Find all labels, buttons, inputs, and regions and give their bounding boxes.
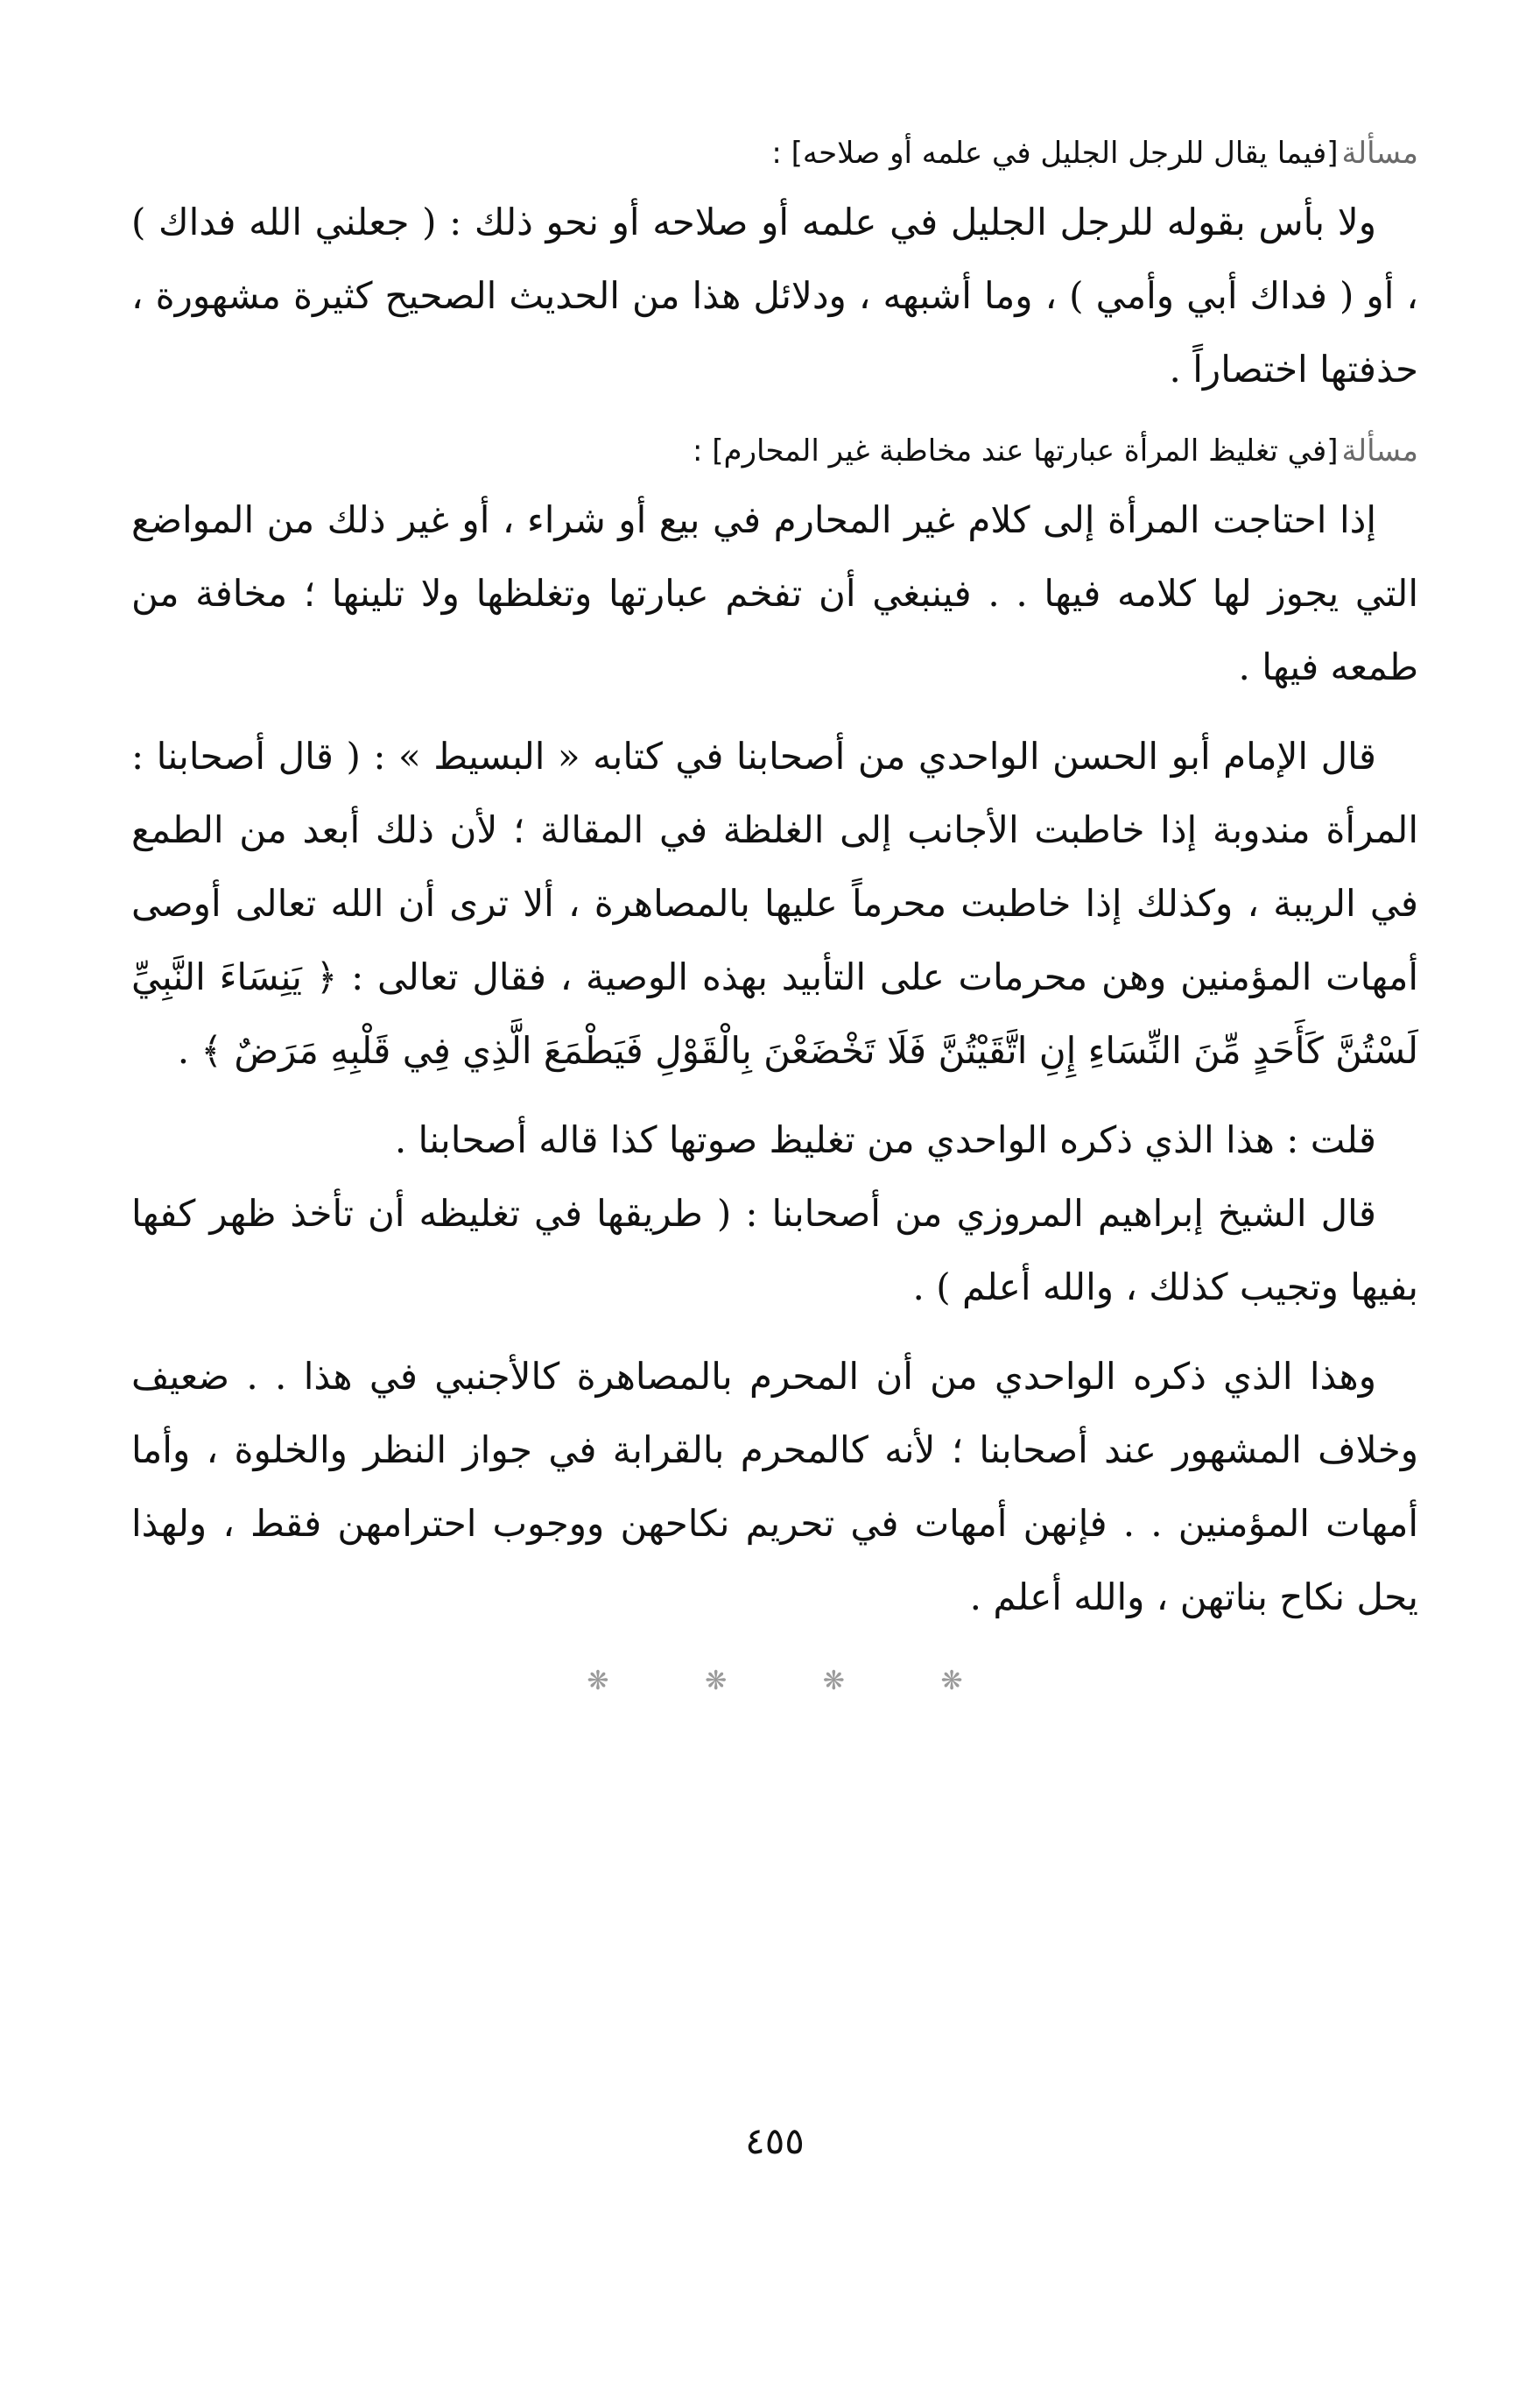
paragraph-author-note: قلت : هذا الذي ذكره الواحدي من تغليظ صوتها كذا قاله أصحابنا .	[394, 1118, 1376, 1161]
paragraph: ولا بأس بقوله للرجل الجليل في علمه أو صلاحه أو نحو ذلك : ( جعلني الله فداك ) ، أو ( فداك أبي وأمي ) ، وما أشبهه ، ودلائل هذا من الحديث الصحيح كثيرة مشهورة ، حذفتها اختصاراً .	[131, 201, 1418, 391]
page-number: ٤٥٥	[745, 2119, 805, 2162]
paragraph-quote-wahidi: قال الإمام أبو الحسن الواحدي من أصحابنا في كتابه « البسيط » : ( قال أصحابنا : المرأة مندوبة إذا خاطبت الأجانب إلى الغلظة في المقالة ؛ لأن ذلك أبعد من الطمع في الريبة ، وكذلك إذا خاطبت محرماً عليها بالمصاهرة ، ألا ترى أن الله تعالى أوصى أمهات المؤمنين وهن محرمات على التأبيد بهذه الوصية ، فقال تعالى : ﴿ يَنِسَاءَ النَّبِيِّ لَسْتُنَّ كَأَحَدٍ مِّنَ النِّسَاءِ إِنِ اتَّقَيْتُنَّ فَلَا تَخْضَعْنَ بِالْقَوْلِ فَيَطْمَعَ الَّذِي فِي قَلْبِهِ مَرَضٌ ﴾ .	[131, 735, 1418, 1072]
paragraph-conclusion: وهذا الذي ذكره الواحدي من أن المحرم بالمصاهرة كالأجنبي في هذا . . ضعيف وخلاف المشهور عند أصحابنا ؛ لأنه كالمحرم بالقرابة في جواز النظر والخلوة ، وأما أمهات المؤمنين . . فإنهن أمهات في تحريم نكاحهن ووجوب احترامهن فقط ، ولهذا يحل نكاح بناتهن ، والله أعلم .	[131, 1355, 1418, 1618]
section-heading	[131, 429, 1418, 473]
paragraph: إذا احتاجت المرأة إلى كلام غير المحارم في بيع أو شراء ، أو غير ذلك من المواضع التي يجوز لها كلامه فيها . . فينبغي أن تفخم عبارتها وتغلظها ولا تلينها ؛ مخافة من طمعه فيها .	[131, 498, 1418, 688]
heading-text: [فيما يقال للرجل الجليل في علمه أو صلاحه] :	[771, 136, 1339, 171]
page-body	[131, 131, 1418, 2321]
section-woman-speech	[131, 429, 1418, 1634]
heading-text: [في تغليظ المرأة عبارتها عند مخاطبة غير المحارم] :	[693, 433, 1339, 469]
paragraph-quote-marwazi: قال الشيخ إبراهيم المروزي من أصحابنا : ( طريقها في تغليظه أن تأخذ ظهر كفها بفيها وتجيب كذلك ، والله أعلم ) .	[131, 1192, 1418, 1308]
section-heading	[131, 131, 1418, 175]
section-praise-of-scholar	[131, 131, 1418, 406]
masala-mark: مسألة	[1341, 136, 1418, 171]
masala-mark: مسألة	[1341, 433, 1418, 469]
section-divider-ornament: ❋ ❋ ❋ ❋	[587, 1666, 1007, 1696]
